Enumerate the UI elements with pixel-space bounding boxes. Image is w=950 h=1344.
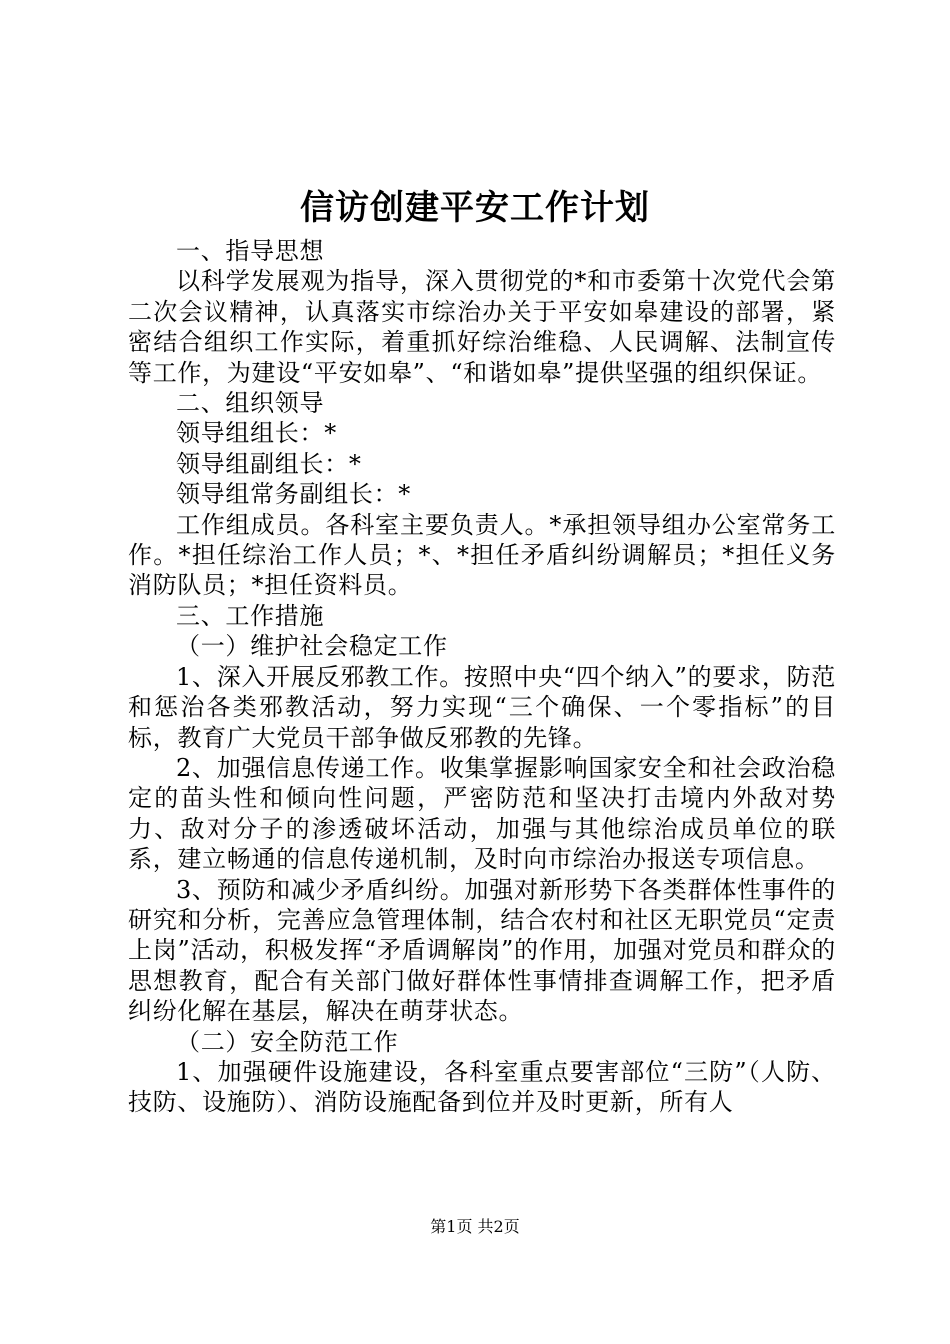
paragraph-information-transfer: 2、加强信息传递工作。收集掌握影响国家安全和社会政治稳定的苗头性和倾向性问题，严密防范和坚决打击境内外敌对势力、敌对分子的渗透破坏活动，加强与其他综治成员单位的联系，建立畅通的信息传递机制，及时向市综治办报送专项信息。 bbox=[128, 753, 836, 874]
paragraph-executive-deputy-leader: 领导组常务副组长：* bbox=[176, 480, 411, 509]
subsection-heading-stability: （一）维护社会稳定工作 bbox=[176, 632, 448, 661]
paragraph-working-group-members: 工作组成员。各科室主要负责人。*承担领导组办公室常务工作。*担任综治工作人员；*、*担任矛盾纠纷调解员；*担任义务消防队员；*担任资料员。 bbox=[128, 510, 836, 600]
section-heading-organization: 二、组织领导 bbox=[176, 389, 325, 418]
page-number: 第1页 共2页 bbox=[430, 1217, 520, 1236]
document-title: 信访创建平安工作计划 bbox=[300, 188, 650, 228]
section-heading-guiding-thought: 一、指导思想 bbox=[176, 237, 325, 265]
paragraph-guiding-thought: 以科学发展观为指导，深入贯彻党的*和市委第十次党代会第二次会议精神，认真落实市综治办关于平安如皋建设的部署，紧密结合组织工作实际，着重抓好综治维稳、人民调解、法制宣传等工作，为建设“平安如皋”、“和谐如皋”提供坚强的组织保证。 bbox=[128, 267, 836, 387]
paragraph-group-leader: 领导组组长：* bbox=[176, 419, 337, 448]
paragraph-deputy-leader: 领导组副组长：* bbox=[176, 449, 362, 478]
paragraph-anti-cult: 1、深入开展反邪教工作。按照中央“四个纳入”的要求，防范和惩治各类邪教活动，努力实现“三个确保、一个零指标”的目标，教育广大党员干部争做反邪教的先锋。 bbox=[128, 662, 836, 752]
paragraph-hardware-facilities: 1、加强硬件设施建设，各科室重点要害部位“三防”（人防、技防、设施防）、消防设施配备到位并及时更新，所有人 bbox=[128, 1057, 836, 1117]
subsection-heading-safety: （二）安全防范工作 bbox=[176, 1027, 399, 1056]
document-body bbox=[128, 236, 836, 1118]
section-heading-measures: 三、工作措施 bbox=[176, 601, 325, 630]
paragraph-dispute-prevention: 3、预防和减少矛盾纠纷。加强对新形势下各类群体性事件的研究和分析，完善应急管理体制，结合农村和社区无职党员“定责上岗”活动，积极发挥“矛盾调解岗”的作用，加强对党员和群众的思想教育，配合有关部门做好群体性事情排查调解工作，把矛盾纠纷化解在基层，解决在萌芽状态。 bbox=[128, 875, 836, 1026]
